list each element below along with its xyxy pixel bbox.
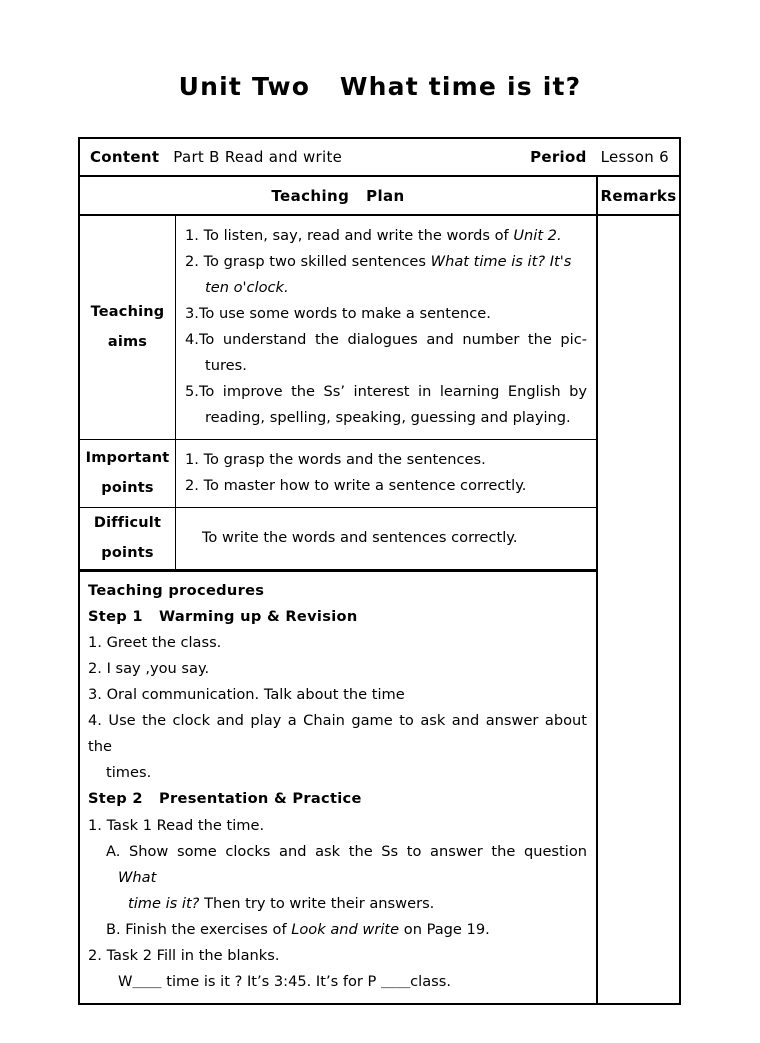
period-label: Period: [530, 148, 587, 166]
label-line-1: Important: [85, 449, 170, 466]
task-1-item-b-text-1: B. Finish the exercises of: [106, 920, 292, 938]
section-label-teaching-aims: [80, 216, 176, 439]
label-line-2: aims: [107, 334, 148, 351]
item-text: To grasp the words and the sentences.: [198, 450, 486, 468]
task-1-item-a: A. Show some clocks and ask the Ss to answer the question: [106, 842, 587, 860]
step-2-label: Step 2 Presentation & Practice: [88, 790, 362, 808]
remarks-column: [598, 177, 679, 1003]
task-1-item-b: [88, 917, 587, 943]
remarks-header: Remarks: [598, 177, 679, 216]
section-difficult-points: [80, 508, 596, 570]
item-text-italic: Unit 2.: [513, 227, 562, 244]
item-text: To grasp two skilled sentences: [198, 252, 431, 270]
item-number: 2.: [185, 476, 199, 494]
list-item: [185, 301, 587, 327]
step-1-label: Step 1 Warming up & Revision: [88, 607, 358, 625]
list-item: [185, 223, 587, 249]
task-1-item-a-italic-2: time is it?: [128, 894, 200, 912]
task-1-item-b-italic: Look and write: [291, 920, 400, 938]
label-line-2: points: [101, 545, 154, 562]
list-item: [185, 327, 587, 379]
item-text: To master how to write a sentence correctly.: [198, 476, 527, 494]
label-line-2: points: [101, 480, 154, 497]
list-item: [185, 447, 587, 473]
task-1-item-a-line-2: [88, 891, 587, 917]
item-text: To write the words and sentences correctly.: [202, 528, 518, 546]
section-body-important-points: [176, 440, 596, 507]
table-row-content: [80, 139, 679, 177]
section-teaching-procedures: [80, 570, 596, 1004]
task-2-blank-line: W＿＿ time is it ? It’s 3:45. It’s for P ＿＿class.: [118, 973, 452, 991]
list-item: [185, 473, 587, 499]
item-text-continuation: ten o'clock.: [205, 278, 289, 296]
item-number: 2.: [185, 252, 199, 270]
teaching-plan-header: Teaching Plan: [80, 177, 596, 216]
content-label: Content: [90, 148, 160, 166]
item-text-continuation: reading, spelling, speaking, guessing and playing.: [205, 408, 571, 426]
section-body-difficult-points: [176, 508, 596, 569]
teaching-plan-column: [80, 177, 598, 1003]
item-text: To listen, say, read and write the words of: [198, 227, 514, 244]
list-item: 3. Oral communication. Talk about the time: [88, 686, 405, 703]
period-value: Lesson 6: [600, 148, 669, 166]
task-1-line: 1. Task 1 Read the time.: [88, 816, 265, 834]
procedures-heading: Teaching procedures: [88, 581, 265, 599]
item-text-continuation: tures.: [205, 356, 247, 374]
item-number: 5.: [185, 382, 199, 400]
list-item: [185, 249, 587, 301]
list-item: 2. I say ,you say.: [88, 659, 210, 677]
item-number: 1.: [185, 450, 199, 468]
content-value: Part B Read and write: [173, 148, 343, 166]
list-item: 4. Use the clock and play a Chain game to ask and answer about the: [88, 712, 587, 756]
item-text: To use some words to make a sentence.: [198, 304, 491, 322]
task-1-item-b-text-2: on Page 19.: [399, 920, 490, 938]
section-label-important-points: [80, 440, 176, 507]
list-item: 1. Greet the class.: [88, 633, 222, 651]
remarks-body: [598, 216, 679, 1003]
item-text-italic: What time is it? It's: [430, 252, 572, 270]
table-body: [80, 177, 679, 1003]
item-text: To improve the Ss’ interest in learning English by: [198, 382, 587, 400]
label-line-1: Difficult: [93, 514, 162, 531]
task-1-item-a-italic-1: What: [118, 868, 157, 886]
list-item: [185, 379, 587, 431]
section-teaching-aims: [80, 216, 596, 440]
section-important-points: [80, 440, 596, 508]
section-label-difficult-points: [80, 508, 176, 569]
item-text: To understand the dialogues and number the pic-: [198, 330, 587, 348]
item-number: 1.: [185, 227, 199, 244]
task-1-item-a-tail: Then try to write their answers.: [199, 894, 435, 912]
section-body-teaching-aims: [176, 216, 596, 439]
task-2-line: 2. Task 2 Fill in the blanks.: [88, 947, 280, 965]
list-item-continuation: times.: [106, 764, 152, 782]
item-number: 4.: [185, 330, 199, 348]
item-number: 3.: [185, 304, 199, 322]
label-line-1: Teaching: [90, 303, 165, 320]
lesson-plan-table: [78, 137, 681, 1005]
page-title: Unit Two What time is it?: [178, 72, 582, 101]
